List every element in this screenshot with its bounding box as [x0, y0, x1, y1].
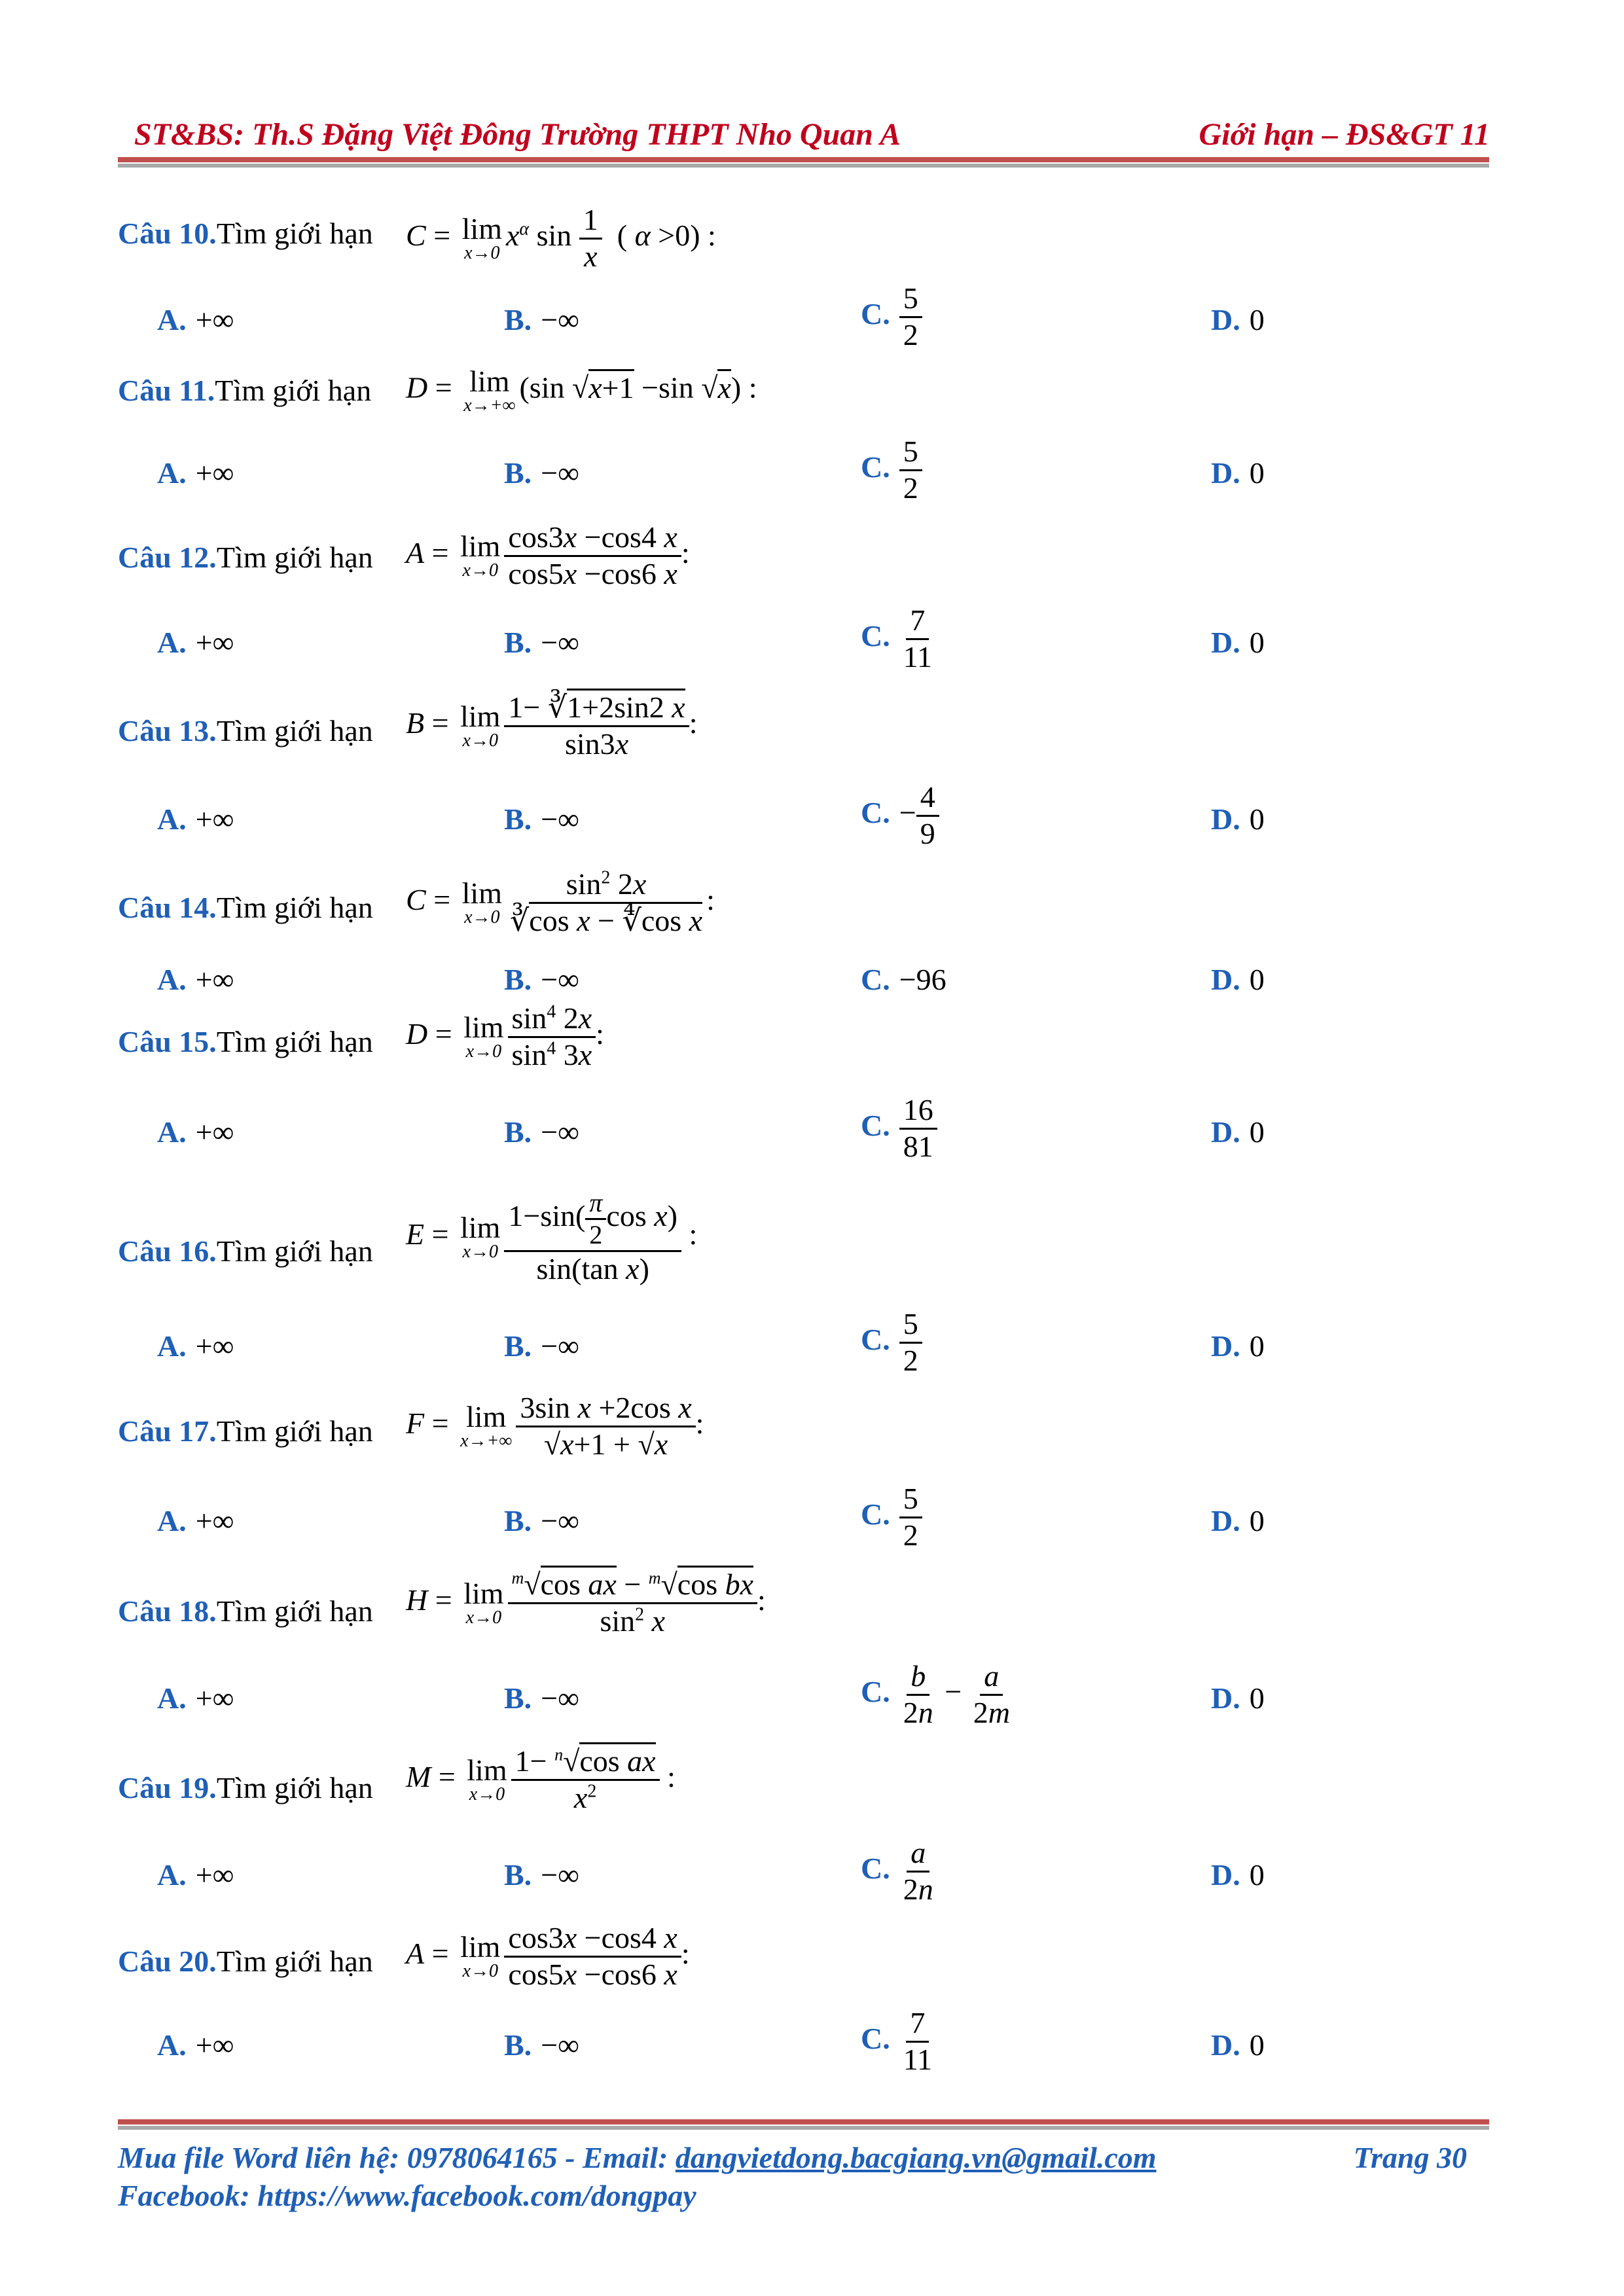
option-a[interactable]: A. +∞	[157, 1858, 234, 1892]
option-c[interactable]: C. $\frac{5}{2}$	[861, 435, 922, 506]
footer-prefix: Mua file Word liên hệ: 0978064165 - Email:	[118, 2141, 676, 2174]
option-b[interactable]: B. −∞	[504, 456, 579, 490]
question-verb: Tìm giới hạn	[216, 1414, 373, 1448]
option-c[interactable]: C. $\frac{7}{11}$	[861, 2006, 933, 2076]
question-formula: F = lim x→+∞ $\frac{\text{3sin x +2cos x}}{√x+1 + √x}$ :	[406, 1391, 704, 1461]
option-d[interactable]: D. 0	[1211, 1681, 1265, 1715]
option-c[interactable]: C. $\frac{5}{2}$	[861, 1307, 922, 1378]
option-b[interactable]: B. −∞	[504, 303, 579, 336]
question-label: Câu 15.	[118, 1025, 217, 1058]
question-verb: Tìm giới hạn	[216, 217, 373, 250]
option-a[interactable]: A. +∞	[157, 802, 234, 836]
question-20	[118, 1921, 1492, 2000]
question-14	[118, 867, 1492, 946]
question-formula: A = lim x→0 $\frac{\cos 3x -\cos 4 x}{\cos 5x -\cos 6 x}$ :	[406, 1921, 690, 1991]
question-label: Câu 14.	[118, 891, 217, 924]
question-label: Câu 12.	[118, 541, 217, 574]
option-d[interactable]: D. 0	[1211, 1858, 1265, 1892]
option-c[interactable]: C. $\frac{b}{2n}$ − $\frac{a}{2m}$	[861, 1659, 1010, 1729]
question-verb: Tìm giới hạn	[216, 1771, 373, 1804]
question-label: Câu 16.	[118, 1234, 217, 1268]
option-c[interactable]: C. $\frac{a}{2n}$	[861, 1836, 933, 1906]
question-label: Câu 20.	[118, 1945, 217, 1978]
footer-contact	[118, 2140, 1157, 2175]
question-15	[118, 1001, 1492, 1080]
option-b[interactable]: B. −∞	[504, 1115, 579, 1149]
option-b[interactable]: B. −∞	[504, 1504, 579, 1537]
question-verb: Tìm giới hạn	[216, 541, 373, 574]
question-formula: B = lim x→0 $\frac{1- ∛1+2\sin 2 x}{\sin 3x}$ :	[406, 691, 698, 762]
option-a[interactable]: A. +∞	[157, 1329, 234, 1363]
question-verb: Tìm giới hạn	[215, 374, 372, 407]
page-number: Trang 30	[1353, 2141, 1467, 2174]
option-a[interactable]: A. +∞	[157, 2028, 234, 2062]
option-b[interactable]: B. −∞	[504, 963, 579, 996]
option-d[interactable]: D. 0	[1211, 626, 1265, 659]
option-d[interactable]: D. 0	[1211, 1329, 1265, 1363]
option-d[interactable]: D. 0	[1211, 1504, 1265, 1537]
question-verb: Tìm giới hạn	[216, 1594, 373, 1628]
question-verb: Tìm giới hạn	[216, 891, 373, 924]
option-b[interactable]: B. −∞	[504, 1858, 579, 1892]
option-d[interactable]: D. 0	[1211, 963, 1265, 996]
question-formula: A = lim x→0 $\frac{\cos 3x -\cos 4 x}{\cos 5x -\cos 6 x}$ :	[406, 520, 690, 590]
option-b[interactable]: B. −∞	[504, 1681, 579, 1715]
option-a[interactable]: A. +∞	[157, 303, 234, 336]
option-d[interactable]: D. 0	[1211, 303, 1265, 336]
option-c[interactable]: C. $\frac{7}{11}$	[861, 603, 933, 673]
question-13	[118, 691, 1492, 769]
option-a[interactable]: A. +∞	[157, 456, 234, 490]
question-formula: C = lim x→0 $\frac{\sin^2 2x}{\text{∛cos x − ∜cos x}}$ :	[406, 867, 715, 937]
question-16	[118, 1188, 1492, 1299]
question-formula: H = lim x→0 $\frac{^m√\cos ax - ^m√\cos bx}{\sin^2 x}$ :	[406, 1568, 766, 1639]
question-formula: D = lim x→0 $\frac{\sin^4 2x}{\sin^4 3x}$ :	[406, 1001, 604, 1071]
question-formula: M = lim x→0 $\frac{1- ^n√\cos ax}{x^2}$ :	[406, 1744, 676, 1816]
option-c[interactable]: C. $\frac{5}{2}$	[861, 281, 922, 353]
option-d[interactable]: D. 0	[1211, 802, 1265, 836]
option-a[interactable]: A. +∞	[157, 1681, 234, 1715]
question-label: Câu 19.	[118, 1771, 217, 1804]
question-label: Câu 18.	[118, 1594, 217, 1628]
option-d[interactable]: D. 0	[1211, 2028, 1265, 2062]
option-c[interactable]: C. −96	[861, 963, 947, 996]
question-11	[118, 367, 1492, 445]
footer-facebook[interactable]: Facebook: https://www.facebook.com/dongpay	[118, 2179, 696, 2212]
option-d[interactable]: D. 0	[1211, 456, 1265, 490]
question-19	[118, 1744, 1492, 1823]
header-right: Giới hạn – ĐS&GT 11	[1199, 117, 1490, 152]
question-verb: Tìm giới hạn	[216, 714, 373, 747]
header-left: ST&BS: Th.S Đặng Việt Đông Trường THPT Nho Quan A	[134, 117, 901, 152]
footer-rule-shadow	[118, 2126, 1489, 2130]
question-17	[118, 1391, 1492, 1469]
question-18	[118, 1568, 1492, 1646]
question-formula: E = lim x→0 1−sin( $\frac{\pi}{2}$ cos x) sin(tan x) :	[406, 1188, 698, 1285]
option-a[interactable]: A. +∞	[157, 1504, 234, 1537]
question-label: Câu 13.	[118, 714, 217, 747]
option-c[interactable]: C. $\frac{16}{81}$	[861, 1093, 937, 1164]
option-b[interactable]: B. −∞	[504, 2028, 579, 2062]
option-c[interactable]: C. $\frac{5}{2}$	[861, 1482, 922, 1553]
header-rule	[118, 157, 1489, 162]
option-a[interactable]: A. +∞	[157, 1115, 234, 1149]
question-label: Câu 11.	[118, 374, 215, 407]
option-b[interactable]: B. −∞	[504, 802, 579, 836]
header-rule-shadow	[118, 164, 1489, 168]
question-10	[118, 203, 1492, 281]
question-verb: Tìm giới hạn	[216, 1945, 373, 1978]
question-formula: C = lim x→0 $x^\alpha$ sin $\frac{1}{x}$ ( α >0) :	[406, 203, 716, 273]
question-formula: D = lim x→+∞ (sin √x+1 −sin √x) :	[406, 365, 757, 416]
question-label: Câu 10.	[118, 217, 217, 250]
option-c[interactable]: C. − $\frac{4}{9}$	[861, 780, 939, 852]
question-verb: Tìm giới hạn	[216, 1025, 373, 1058]
footer-rule	[118, 2119, 1489, 2125]
option-b[interactable]: B. −∞	[504, 626, 579, 659]
option-a[interactable]: A. +∞	[157, 963, 234, 996]
question-label: Câu 17.	[118, 1414, 217, 1448]
option-a[interactable]: A. +∞	[157, 626, 234, 659]
question-12	[118, 520, 1492, 599]
question-verb: Tìm giới hạn	[216, 1234, 373, 1268]
option-b[interactable]: B. −∞	[504, 1329, 579, 1363]
footer-email-link[interactable]: dangvietdong.bacgiang.vn@gmail.com	[675, 2141, 1157, 2174]
option-d[interactable]: D. 0	[1211, 1115, 1265, 1149]
